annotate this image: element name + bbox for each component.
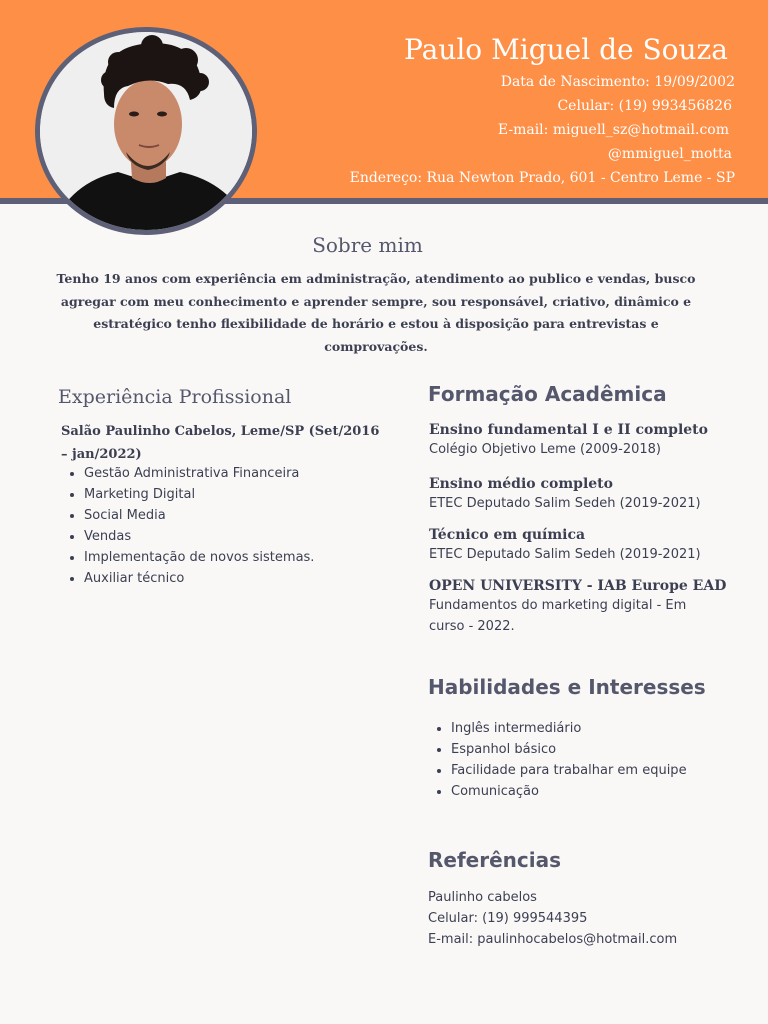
list-item: Facilidade para trabalhar em equipe [428, 760, 687, 781]
list-item: Marketing Digital [61, 484, 314, 505]
reference-name: Paulinho cabelos [428, 890, 537, 905]
email-address: E-mail: miguell_sz@hotmail.com [497, 122, 729, 138]
education-entry [429, 577, 727, 637]
phone-number: Celular: (19) 993456826 [557, 98, 732, 114]
job-title: Salão Paulinho Cabelos, Leme/SP (Set/2016 – jan/2022) [61, 424, 380, 462]
education-entry-title: OPEN UNIVERSITY - IAB Europe EAD [429, 578, 727, 594]
reference-email: E-mail: paulinhocabelos@hotmail.com [428, 932, 678, 947]
home-address: Endereço: Rua Newton Prado, 601 - Centro Leme - SP [349, 170, 735, 186]
list-item: Inglês intermediário [428, 718, 687, 739]
list-item: Espanhol básico [428, 739, 687, 760]
list-item: Auxiliar técnico [61, 568, 314, 589]
person-name: Paulo Miguel de Souza [404, 33, 728, 66]
education-entry-detail: ETEC Deputado Salim Sedeh (2019-2021) [429, 496, 701, 511]
education-entry [429, 475, 729, 514]
skills-heading: Habilidades e Interesses [428, 675, 706, 699]
skills-list [428, 718, 687, 802]
experience-heading: Experiência Profissional [58, 386, 292, 408]
birth-date: Data de Nascimento: 19/09/2002 [500, 74, 735, 90]
reference-phone: Celular: (19) 999544395 [428, 911, 588, 926]
education-entry [429, 526, 729, 565]
references-block [428, 887, 677, 950]
social-handle: @mmiguel_motta [607, 146, 732, 162]
education-entry-title: Técnico em química [429, 527, 586, 543]
education-entry-detail: ETEC Deputado Salim Sedeh (2019-2021) [429, 547, 701, 562]
education-entry-title: Ensino médio completo [429, 476, 613, 492]
list-item: Gestão Administrativa Financeira [61, 463, 314, 484]
education-entry-detail: Fundamentos do marketing digital - Em curso - 2022. [429, 598, 687, 634]
references-heading: Referências [428, 848, 562, 872]
list-item: Implementação de novos sistemas. [61, 547, 314, 568]
education-entry [429, 421, 729, 460]
experience-list [61, 463, 314, 589]
education-heading: Formação Acadêmica [428, 382, 667, 406]
list-item: Comunicação [428, 781, 687, 802]
education-entry-detail: Colégio Objetivo Leme (2009-2018) [429, 442, 661, 457]
list-item: Vendas [61, 526, 314, 547]
about-text: Tenho 19 anos com experiência em administração, atendimento ao publico e vendas, busco agregar com meu conhecimento e aprender sempre, sou responsável, criativo, dinâmico e estratégico tenho flexibilidade de horário e estou à disposição para entrevistas e comprovações. [56, 271, 696, 354]
list-item: Social Media [61, 505, 314, 526]
about-heading: Sobre mim [312, 233, 423, 257]
profile-photo [35, 27, 257, 235]
education-entry-title: Ensino fundamental I e II completo [429, 422, 708, 438]
